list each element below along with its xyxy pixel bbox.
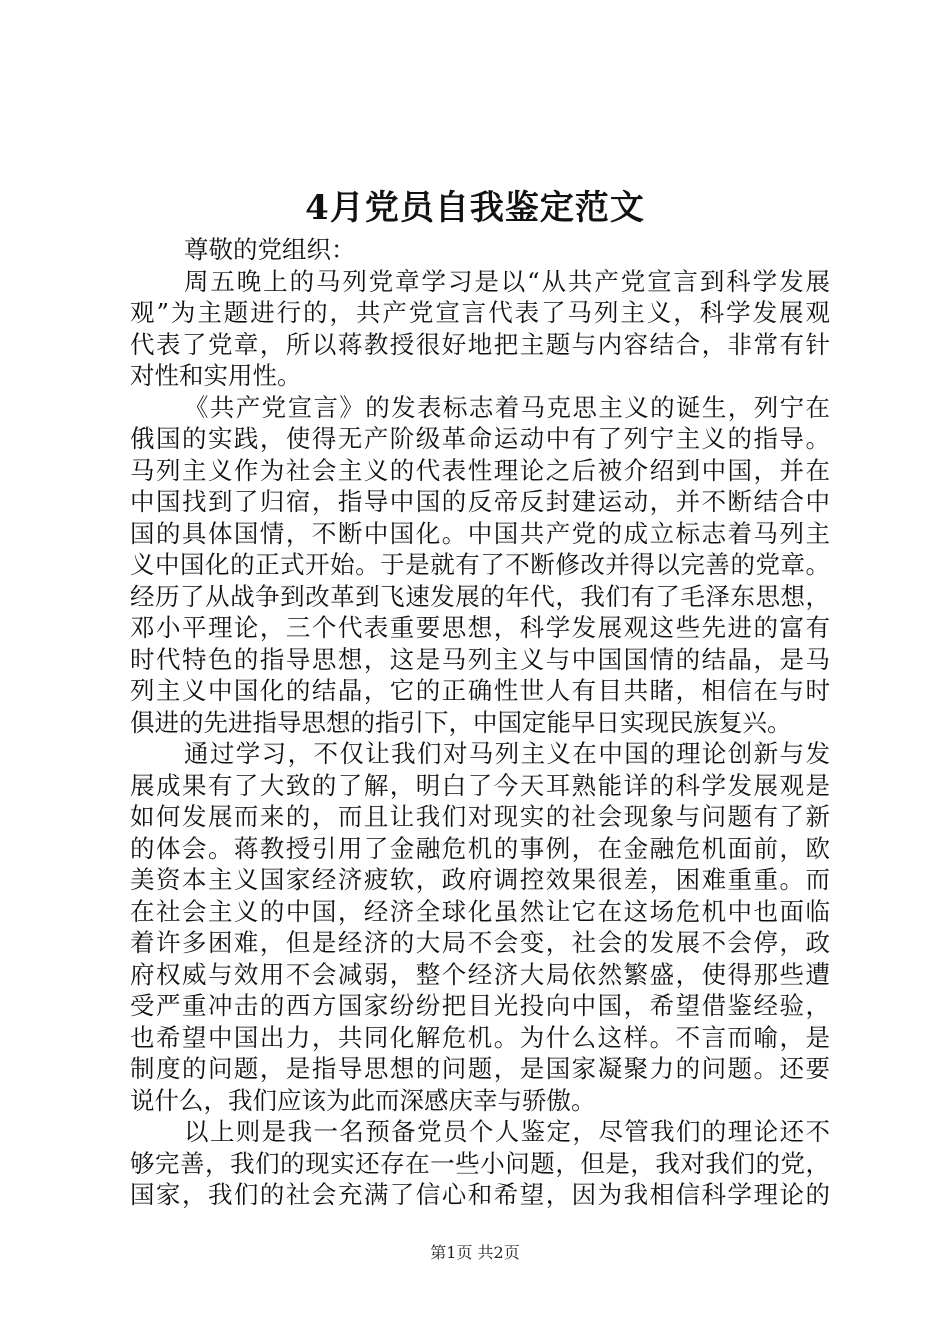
text-line: 够完善，我们的现实还存在一些小问题，但是，我对我们的党， <box>130 1148 830 1178</box>
text-line: 尊敬的党组织： <box>184 235 356 264</box>
text-line: 也希望中国出力，共同化解危机。为什么这样。不言而喻，是 <box>130 1022 830 1052</box>
text-line: 着许多困难，但是经济的大局不会变，社会的发展不会停，政 <box>130 928 830 957</box>
document-body <box>130 234 830 1211</box>
text-line: 马列主义作为社会主义的代表性理论之后被介绍到中国，并在 <box>130 455 830 485</box>
text-line: 经历了从战争到改革到飞速发展的年代，我们有了毛泽东思想， <box>130 581 830 611</box>
text-line: 对性和实用性。 <box>130 361 302 390</box>
text-line: 代表了党章，所以蒋教授很好地把主题与内容结合，非常有针 <box>130 329 830 359</box>
text-line: 《共产党宣言》的发表标志着马克思主义的诞生，列宁在 <box>184 392 830 422</box>
text-line: 国家，我们的社会充满了信心和希望，因为我相信科学理论的 <box>130 1180 830 1209</box>
text-line: 周五晚上的马列党章学习是以“从共产党宣言到科学发展 <box>184 266 830 296</box>
text-line: 时代特色的指导思想，这是马列主义与中国国情的结晶，是马 <box>130 644 830 674</box>
text-line: 俄国的实践，使得无产阶级革命运动中有了列宁主义的指导。 <box>130 424 830 453</box>
text-line: 在社会主义的中国，经济全球化虽然让它在这场危机中也面临 <box>130 896 830 926</box>
text-line: 说什么，我们应该为此而深感庆幸与骄傲。 <box>130 1085 596 1115</box>
page-footer: 第1页 共2页 <box>430 1243 520 1262</box>
text-line: 俱进的先进指导思想的指引下，中国定能早日实现民族复兴。 <box>130 707 792 737</box>
text-line: 受严重冲击的西方国家纷纷把目光投向中国，希望借鉴经验， <box>130 991 830 1020</box>
text-line: 美资本主义国家经济疲软，政府调控效果很差，困难重重。而 <box>130 865 830 894</box>
text-line: 国的具体国情，不断中国化。中国共产党的成立标志着马列主 <box>130 518 830 548</box>
text-line: 观”为主题进行的，共产党宣言代表了马列主义，科学发展观 <box>130 298 830 327</box>
text-line: 展成果有了大致的了解，明白了今天耳熟能详的科学发展观是 <box>130 770 830 800</box>
text-line: 府权威与效用不会减弱，整个经济大局依然繁盛，使得那些遭 <box>130 959 830 989</box>
text-line: 制度的问题，是指导思想的问题，是国家凝聚力的问题。还要 <box>130 1054 830 1083</box>
text-line: 通过学习，不仅让我们对马列主义在中国的理论创新与发 <box>184 739 830 768</box>
text-line: 邓小平理论，三个代表重要思想，科学发展观这些先进的富有 <box>130 613 830 642</box>
text-line: 义中国化的正式开始。于是就有了不断修改并得以完善的党章。 <box>130 550 830 579</box>
text-line: 列主义中国化的结晶，它的正确性世人有目共睹，相信在与时 <box>130 676 830 705</box>
text-line: 的体会。蒋教授引用了金融危机的事例，在金融危机面前，欧 <box>130 833 830 863</box>
text-line: 以上则是我一名预备党员个人鉴定，尽管我们的理论还不 <box>184 1117 830 1146</box>
text-line: 如何发展而来的，而且让我们对现实的社会现象与问题有了新 <box>130 802 830 831</box>
document-title: 4月党员自我鉴定范文 <box>305 188 645 228</box>
text-line: 中国找到了归宿，指导中国的反帝反封建运动，并不断结合中 <box>130 487 830 516</box>
